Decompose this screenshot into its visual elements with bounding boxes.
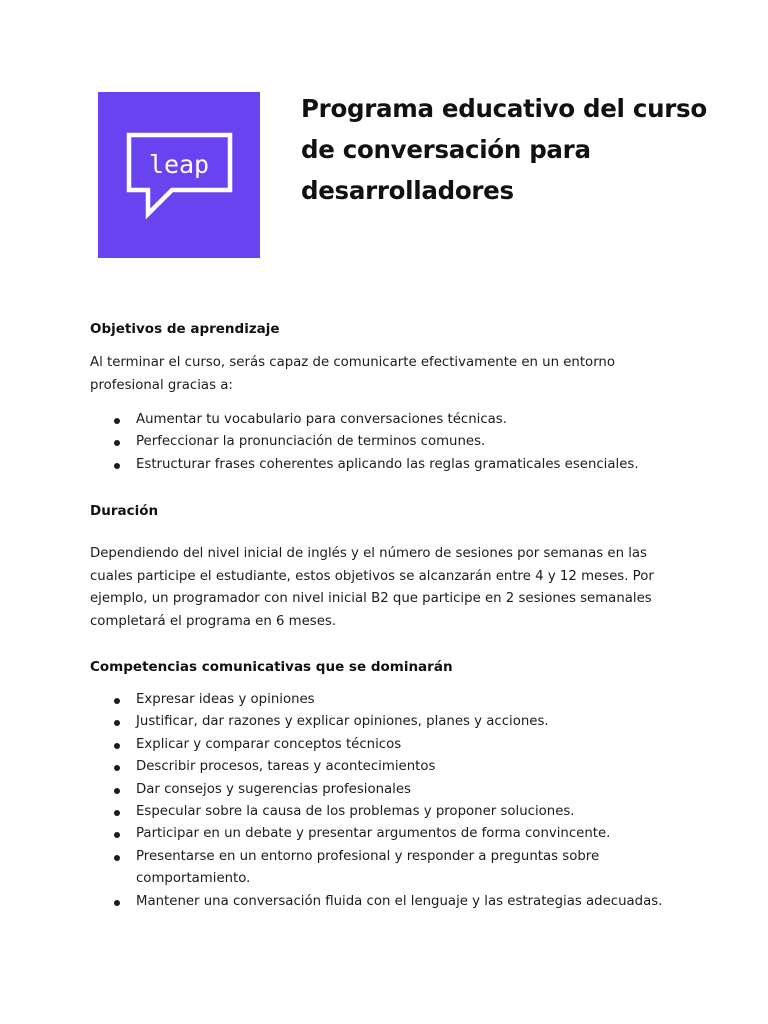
list-item: Perfeccionar la pronunciación de terminos comunes. <box>90 431 680 453</box>
competencias-list <box>90 689 680 913</box>
bullet-icon <box>114 463 120 469</box>
list-item: Describir procesos, tareas y acontecimientos <box>90 756 680 778</box>
list-item: Expresar ideas y opiniones <box>90 689 680 711</box>
list-item: Participar en un debate y presentar argumentos de forma convincente. <box>90 823 680 845</box>
bullet-icon <box>114 698 120 704</box>
objetivos-intro: Al terminar el curso, serás capaz de comunicarte efectivamente en un entorno profesional gracias a: <box>90 355 615 393</box>
list-item: Mantener una conversación fluida con el lenguaje y las estrategias adecuadas. <box>90 891 680 913</box>
bullet-icon <box>114 832 120 838</box>
list-item: Aumentar tu vocabulario para conversaciones técnicas. <box>90 409 680 431</box>
duracion-body: Dependiendo del nivel inicial de inglés y el número de sesiones por semanas en las cuales participe el estudiante, estos objetivos se alcanzarán entre 4 y 12 meses. Por ejemplo, un programador con nivel inicial B2 que participe en 2 sesiones semanales completará el programa en 6 meses. <box>90 546 654 629</box>
section-heading-objetivos: Objetivos de aprendizaje <box>90 321 280 337</box>
list-item: Explicar y comparar conceptos técnicos <box>90 734 680 756</box>
bullet-icon <box>114 788 120 794</box>
bullet-icon <box>114 743 120 749</box>
section-heading-duracion: Duración <box>90 503 159 519</box>
bullet-icon <box>114 720 120 726</box>
list-item: Presentarse en un entorno profesional y responder a preguntas sobre comportamiento. <box>90 846 680 891</box>
list-item: Especular sobre la causa de los problemas y proponer soluciones. <box>90 801 680 823</box>
bullet-icon <box>114 765 120 771</box>
logo-text: leap <box>148 150 210 179</box>
speech-bubble-icon <box>98 92 260 258</box>
bullet-icon <box>114 900 120 906</box>
bullet-icon <box>114 440 120 446</box>
bullet-icon <box>114 855 120 861</box>
list-item: Estructurar frases coherentes aplicando las reglas gramaticales esenciales. <box>90 454 680 476</box>
list-item: Justificar, dar razones y explicar opiniones, planes y acciones. <box>90 711 680 733</box>
objetivos-list <box>90 409 680 476</box>
leap-logo <box>98 92 260 258</box>
bullet-icon <box>114 810 120 816</box>
document-title: Programa educativo del curso de conversación para desarrolladores <box>301 94 707 205</box>
list-item: Dar consejos y sugerencias profesionales <box>90 779 680 801</box>
section-heading-competencias: Competencias comunicativas que se dominarán <box>90 659 453 675</box>
bullet-icon <box>114 418 120 424</box>
